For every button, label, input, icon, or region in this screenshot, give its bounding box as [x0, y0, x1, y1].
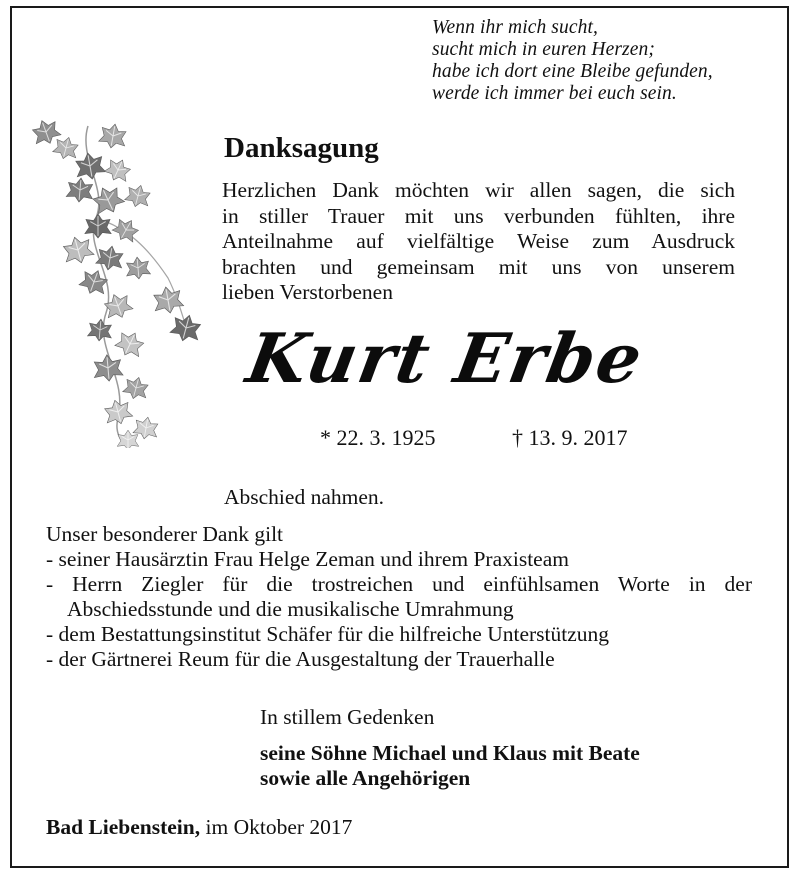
- signer-line: seine Söhne Michael und Klaus mit Beate: [260, 741, 640, 765]
- intro-text: [222, 178, 735, 306]
- intro-line: Herzlichen Dank möchten wir allen sagen, die sich: [222, 178, 735, 202]
- poem-line: habe ich dort eine Bleibe gefunden,: [432, 61, 713, 82]
- thanks-item: - dem Bestattungsinstitut Schäfer für die hilfreiche Unterstützung: [46, 622, 610, 646]
- poem-line: werde ich immer bei euch sein.: [432, 83, 677, 104]
- poem: [432, 17, 772, 105]
- place-date: [46, 815, 352, 840]
- death-date: † 13. 9. 2017: [512, 425, 628, 450]
- birth-date: * 22. 3. 1925: [320, 425, 436, 450]
- page-title: Danksagung: [224, 132, 379, 164]
- intro-line: Anteilnahme auf vielfältige Weise zum Ausdruck: [222, 229, 735, 253]
- deceased-name: Kurt Erbe: [240, 319, 650, 399]
- date-text: im Oktober 2017: [205, 815, 353, 839]
- intro-line: in stiller Trauer mit uns verbunden fühlten, ihre: [222, 203, 735, 228]
- thanks-item: - Herrn Ziegler für die trostreichen und einfühlsamen Worte in der: [46, 572, 752, 596]
- thanks-item: Abschiedsstunde und die musikalische Umrahmung: [67, 597, 514, 621]
- signers: [260, 741, 640, 791]
- thanks-section: [46, 522, 752, 672]
- ivy-leaves-icon: [18, 118, 208, 448]
- intro-line: lieben Verstorbenen: [222, 280, 393, 304]
- thanks-intro: Unser besonderer Dank gilt: [46, 522, 284, 546]
- signer-line: sowie alle Angehörigen: [260, 766, 471, 790]
- memory-text: In stillem Gedenken: [260, 705, 435, 729]
- intro-line: brachten und gemeinsam mit uns von unserem: [222, 254, 735, 279]
- farewell-text: Abschied nahmen.: [224, 485, 385, 509]
- poem-line: Wenn ihr mich sucht,: [432, 17, 598, 38]
- thanks-item: - der Gärtnerei Reum für die Ausgestaltung der Trauerhalle: [46, 647, 555, 671]
- poem-line: sucht mich in euren Herzen;: [432, 39, 655, 60]
- thanks-item: - seiner Hausärztin Frau Helge Zeman und ihrem Praxisteam: [46, 547, 569, 571]
- place-name: Bad Liebenstein,: [46, 815, 201, 839]
